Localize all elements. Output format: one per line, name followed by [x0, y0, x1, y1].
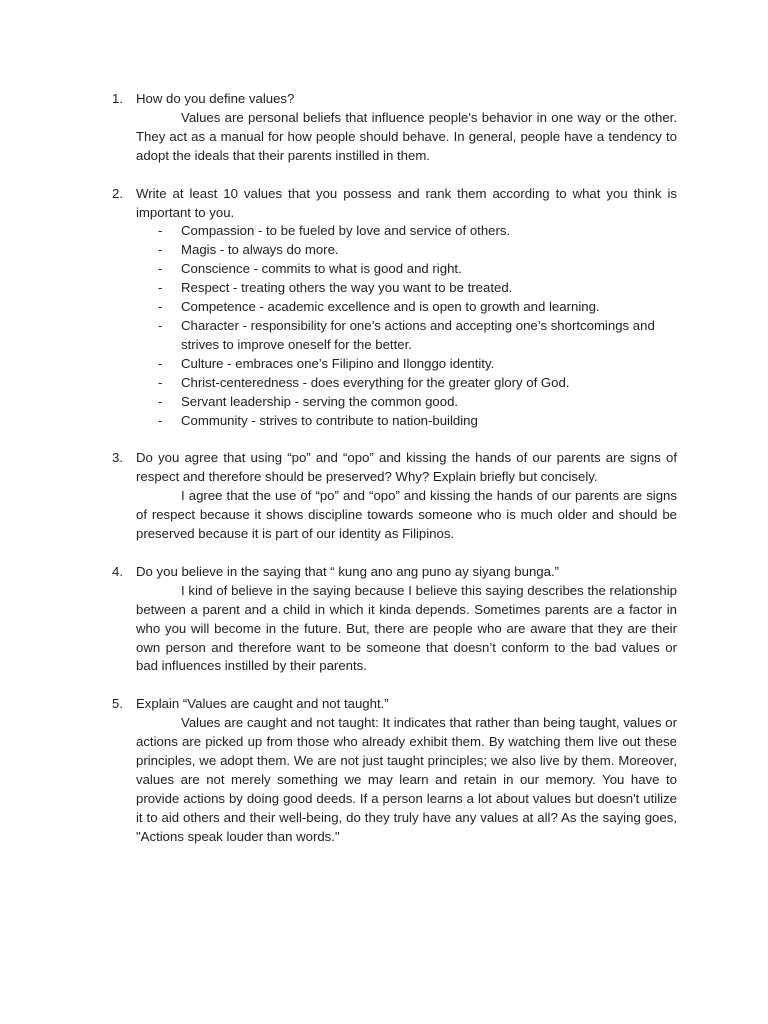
question-item-4 [0, 563, 768, 676]
question-body [136, 563, 677, 676]
value-item [136, 222, 677, 241]
value-text: Competence - academic excellence and is open to growth and learning. [181, 299, 600, 315]
question-number: 3. [112, 450, 123, 466]
question-item-2 [0, 185, 768, 431]
value-text: Compassion - to be fueled by love and service of others. [181, 223, 511, 239]
dash-bullet: - [158, 317, 163, 333]
value-text: Respect - treating others the way you want to be treated. [181, 280, 513, 296]
dash-bullet: - [158, 223, 163, 239]
value-item [136, 260, 677, 279]
question-number: 5. [112, 696, 123, 712]
dash-bullet: - [158, 355, 163, 371]
question-number: 1. [112, 91, 123, 106]
dash-bullet: - [158, 374, 163, 390]
question-text: Write at least 10 values that you possess and rank them according to what you think is important to you. [136, 185, 677, 220]
question-number: 2. [112, 185, 123, 201]
value-item [136, 317, 677, 355]
question-text: Do you agree that using “po” and “opo” and kissing the hands of our parents are signs of respect and therefore should be preserved? Why? Explain briefly but concisely. [136, 450, 677, 485]
value-text: Culture - embraces one’s Filipino and Ilonggo identity. [181, 355, 495, 371]
value-item [136, 298, 677, 317]
question-text: Do you believe in the saying that “ kung ano ang puno ay siyang bunga.” [136, 563, 560, 579]
question-body [136, 695, 677, 846]
dash-bullet: - [158, 393, 163, 409]
answer-text: Values are personal beliefs that influence people's behavior in one way or the other. They act as a manual for how people should behave. In general, people have a tendency to adopt the ideals that their parents instilled in them. [136, 109, 677, 163]
question-body [136, 185, 677, 431]
value-item [136, 412, 677, 431]
value-item [136, 279, 677, 298]
question-item-5 [0, 695, 768, 846]
question-body [136, 90, 677, 166]
answer-text: I kind of believe in the saying because I believe this saying describes the relationship between a parent and a child in which it kinda depends. Sometimes parents are a factor in who you will become in the future. But, there are people who are aware that they are their own person and therefore want to be someone that doesn’t conform to the bad values or bad influences instilled by their parents. [136, 582, 677, 674]
question-text: Explain “Values are caught and not taught.” [136, 696, 389, 712]
value-text: Conscience - commits to what is good and right. [181, 261, 462, 277]
question-number: 4. [112, 563, 123, 579]
value-text: Magis - to always do more. [181, 242, 339, 258]
answer-text: I agree that the use of “po” and “opo” and kissing the hands of our parents are signs of respect because it shows discipline towards someone who is much older and should be preserved because it is part of our identity as Filipinos. [136, 488, 677, 542]
dash-bullet: - [158, 261, 163, 277]
question-item-3 [0, 449, 768, 544]
question-body [136, 449, 677, 544]
value-text: Christ-centeredness - does everything for the greater glory of God. [181, 374, 570, 390]
value-item [136, 355, 677, 374]
value-item [136, 241, 677, 260]
value-item [136, 374, 677, 393]
value-text: Community - strives to contribute to nation-building [181, 412, 478, 428]
dash-bullet: - [158, 242, 163, 258]
values-list [136, 222, 677, 430]
value-text: Character - responsibility for one’s actions and accepting one’s shortcomings and strives to improve oneself for the better. [181, 317, 655, 352]
value-text: Servant leadership - serving the common good. [181, 393, 459, 409]
question-item-1 [0, 90, 768, 166]
dash-bullet: - [158, 299, 163, 315]
dash-bullet: - [158, 412, 163, 428]
answer-text: Values are caught and not taught: It indicates that rather than being taught, values or actions are picked up from those who already exhibit them. By watching them live out these principles, we adopt them. We are not just taught principles; we also live by them. Moreover, values are not merely something we may learn and retain in our memory. You have to provide actions by doing good deeds. If a person learns a lot about values but doesn't utilize it to aid others and their well-being, do they truly have any values at all? As the saying goes, "Actions speak louder than words." [136, 715, 677, 844]
question-list [0, 90, 768, 866]
dash-bullet: - [158, 280, 163, 296]
question-text: How do you define values? [136, 91, 295, 106]
value-item [136, 393, 677, 412]
